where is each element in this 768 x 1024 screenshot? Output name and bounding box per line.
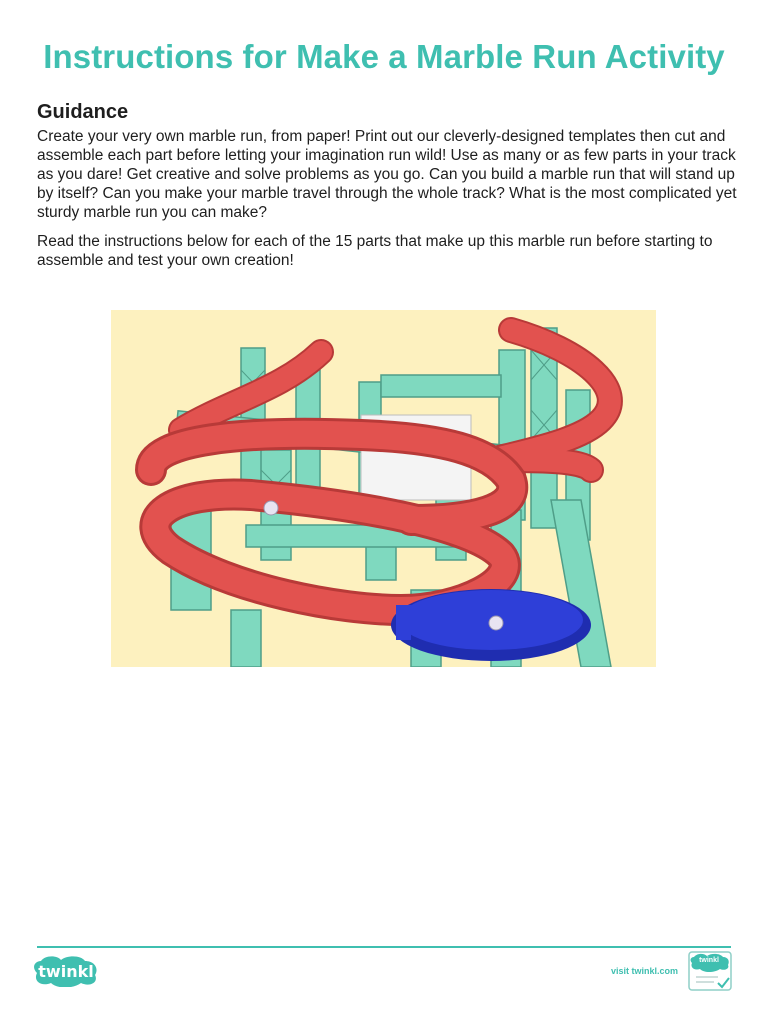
page-title: Instructions for Make a Marble Run Activity [43,38,725,75]
badge-logo-text: twinkl [699,957,719,964]
marble-run-illustration [111,310,656,667]
footer-divider [37,946,731,948]
section-heading: Guidance [37,101,129,123]
visit-link[interactable]: visit twinkl.com [611,966,679,976]
instructions-paragraph: Read the instructions below for each of the 15 parts that make up this marble run before starting to assemble and test your own creation! [37,233,713,269]
intro-paragraph: Create your very own marble run, from paper! Print out our cleverly-designed templates then cut and assemble each part before letting your imagination run wild! Use as many or as few parts in your track as you dare! Get creative and solve problems as you go. Can you build a marble run that will stand up by itself? Can you make your marble travel through the whole track? What is the most complicated yet sturdy marble run you can make? [37,128,737,221]
twinkl-logo-text: twinkl [38,962,94,981]
